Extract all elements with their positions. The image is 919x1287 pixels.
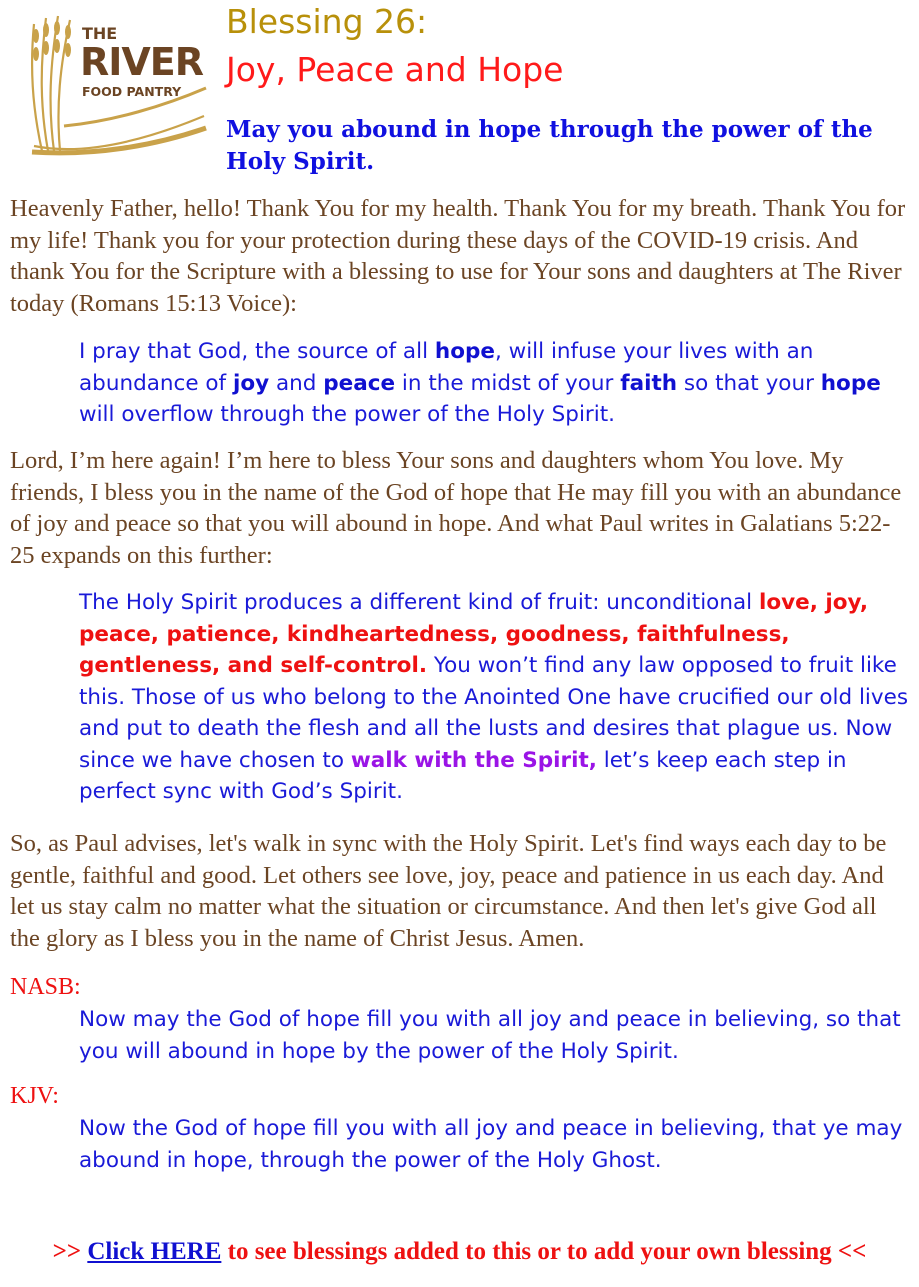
footer-call-to-action — [0, 1236, 919, 1268]
quote-text: The Holy Spirit produces a different kind of fruit: unconditional — [79, 590, 759, 615]
romans-quote — [79, 336, 911, 431]
quote-text: I pray that God, the source of all — [79, 339, 435, 364]
nasb-label: NASB: — [10, 974, 81, 1000]
footer-prefix: >> — [52, 1238, 88, 1265]
logo-text-food-pantry: FOOD PANTRY — [82, 84, 182, 99]
galatians-quote — [79, 587, 911, 808]
opening-prayer-paragraph: Heavenly Father, hello! Thank You for my health. Thank You for my breath. Thank You for my life! Thank you for your protection during these days of the COVID-19 crisis. And thank You for the Scripture with a blessing to use for Your sons and daughters at The River today (Romans 15:13 Voice): — [10, 195, 906, 317]
blessing-tagline: May you abound in hope through the power of the Holy Spirit. — [226, 116, 873, 175]
logo-text-river: RIVER — [80, 40, 204, 84]
logo-text-the: THE — [82, 24, 118, 43]
highlight-fruits-of-spirit: love, joy, peace, patience, kindheartedness, goodness, faithfulness, gentleness, and self-control. — [79, 590, 868, 678]
blessing-title: Joy, Peace and Hope — [226, 50, 564, 89]
kjv-label: KJV: — [10, 1083, 59, 1109]
highlight-hope: hope — [820, 370, 881, 396]
highlight-faith: faith — [620, 370, 678, 396]
page-header — [0, 0, 919, 190]
river-food-pantry-logo — [24, 6, 210, 156]
footer-suffix: to see blessings added to this or to add your own blessing << — [221, 1238, 867, 1265]
highlight-peace: peace — [323, 370, 396, 396]
quote-text: will overflow through the power of the Holy Spirit. — [79, 402, 615, 427]
quote-text: let’s keep each step in perfect sync with God’s Spirit. — [79, 747, 847, 804]
blessing-number-title: Blessing 26: — [226, 2, 428, 41]
quote-text: so that your — [677, 370, 821, 396]
quote-text: in the midst of your — [395, 370, 621, 396]
nasb-verse: Now may the God of hope fill you with all joy and peace in believing, so that you will abound in hope by the power of the Holy Spirit. — [79, 1007, 901, 1064]
second-prayer-paragraph: Lord, I’m here again! I’m here to bless Your sons and daughters whom You love. My friends, I bless you in the name of the God of hope that He may fill you with an abundance of joy and peace so that you will abound in hope. And what Paul writes in Galatians 5:22-25 expands on this further: — [10, 447, 902, 569]
quote-text: , will infuse your lives with an abundance of — [79, 339, 814, 396]
quote-text: and — [269, 370, 324, 396]
kjv-verse: Now the God of hope fill you with all joy and peace in believing, that ye may abound in hope, through the power of the Holy Ghost. — [79, 1116, 903, 1173]
quote-text: You won’t find any law opposed to fruit like this. Those of us who belong to the Anointed One have crucified our old lives and put to death the flesh and all the lusts and desires that plague us. Now since we have chosen to — [79, 653, 909, 773]
closing-prayer-paragraph: So, as Paul advises, let's walk in sync with the Holy Spirit. Let's find ways each day to be gentle, faithful and good. Let others see love, joy, peace and patience in us each day. And let us stay calm no matter what the situation or circumstance. And then let's give God all the glory as I bless you in the name of Christ Jesus. Amen. — [10, 830, 887, 952]
highlight-walk-with-spirit: walk with the Spirit, — [350, 747, 597, 773]
highlight-hope: hope — [434, 339, 495, 364]
click-here-link[interactable]: Click HERE — [87, 1238, 222, 1265]
highlight-joy: joy — [232, 370, 270, 396]
